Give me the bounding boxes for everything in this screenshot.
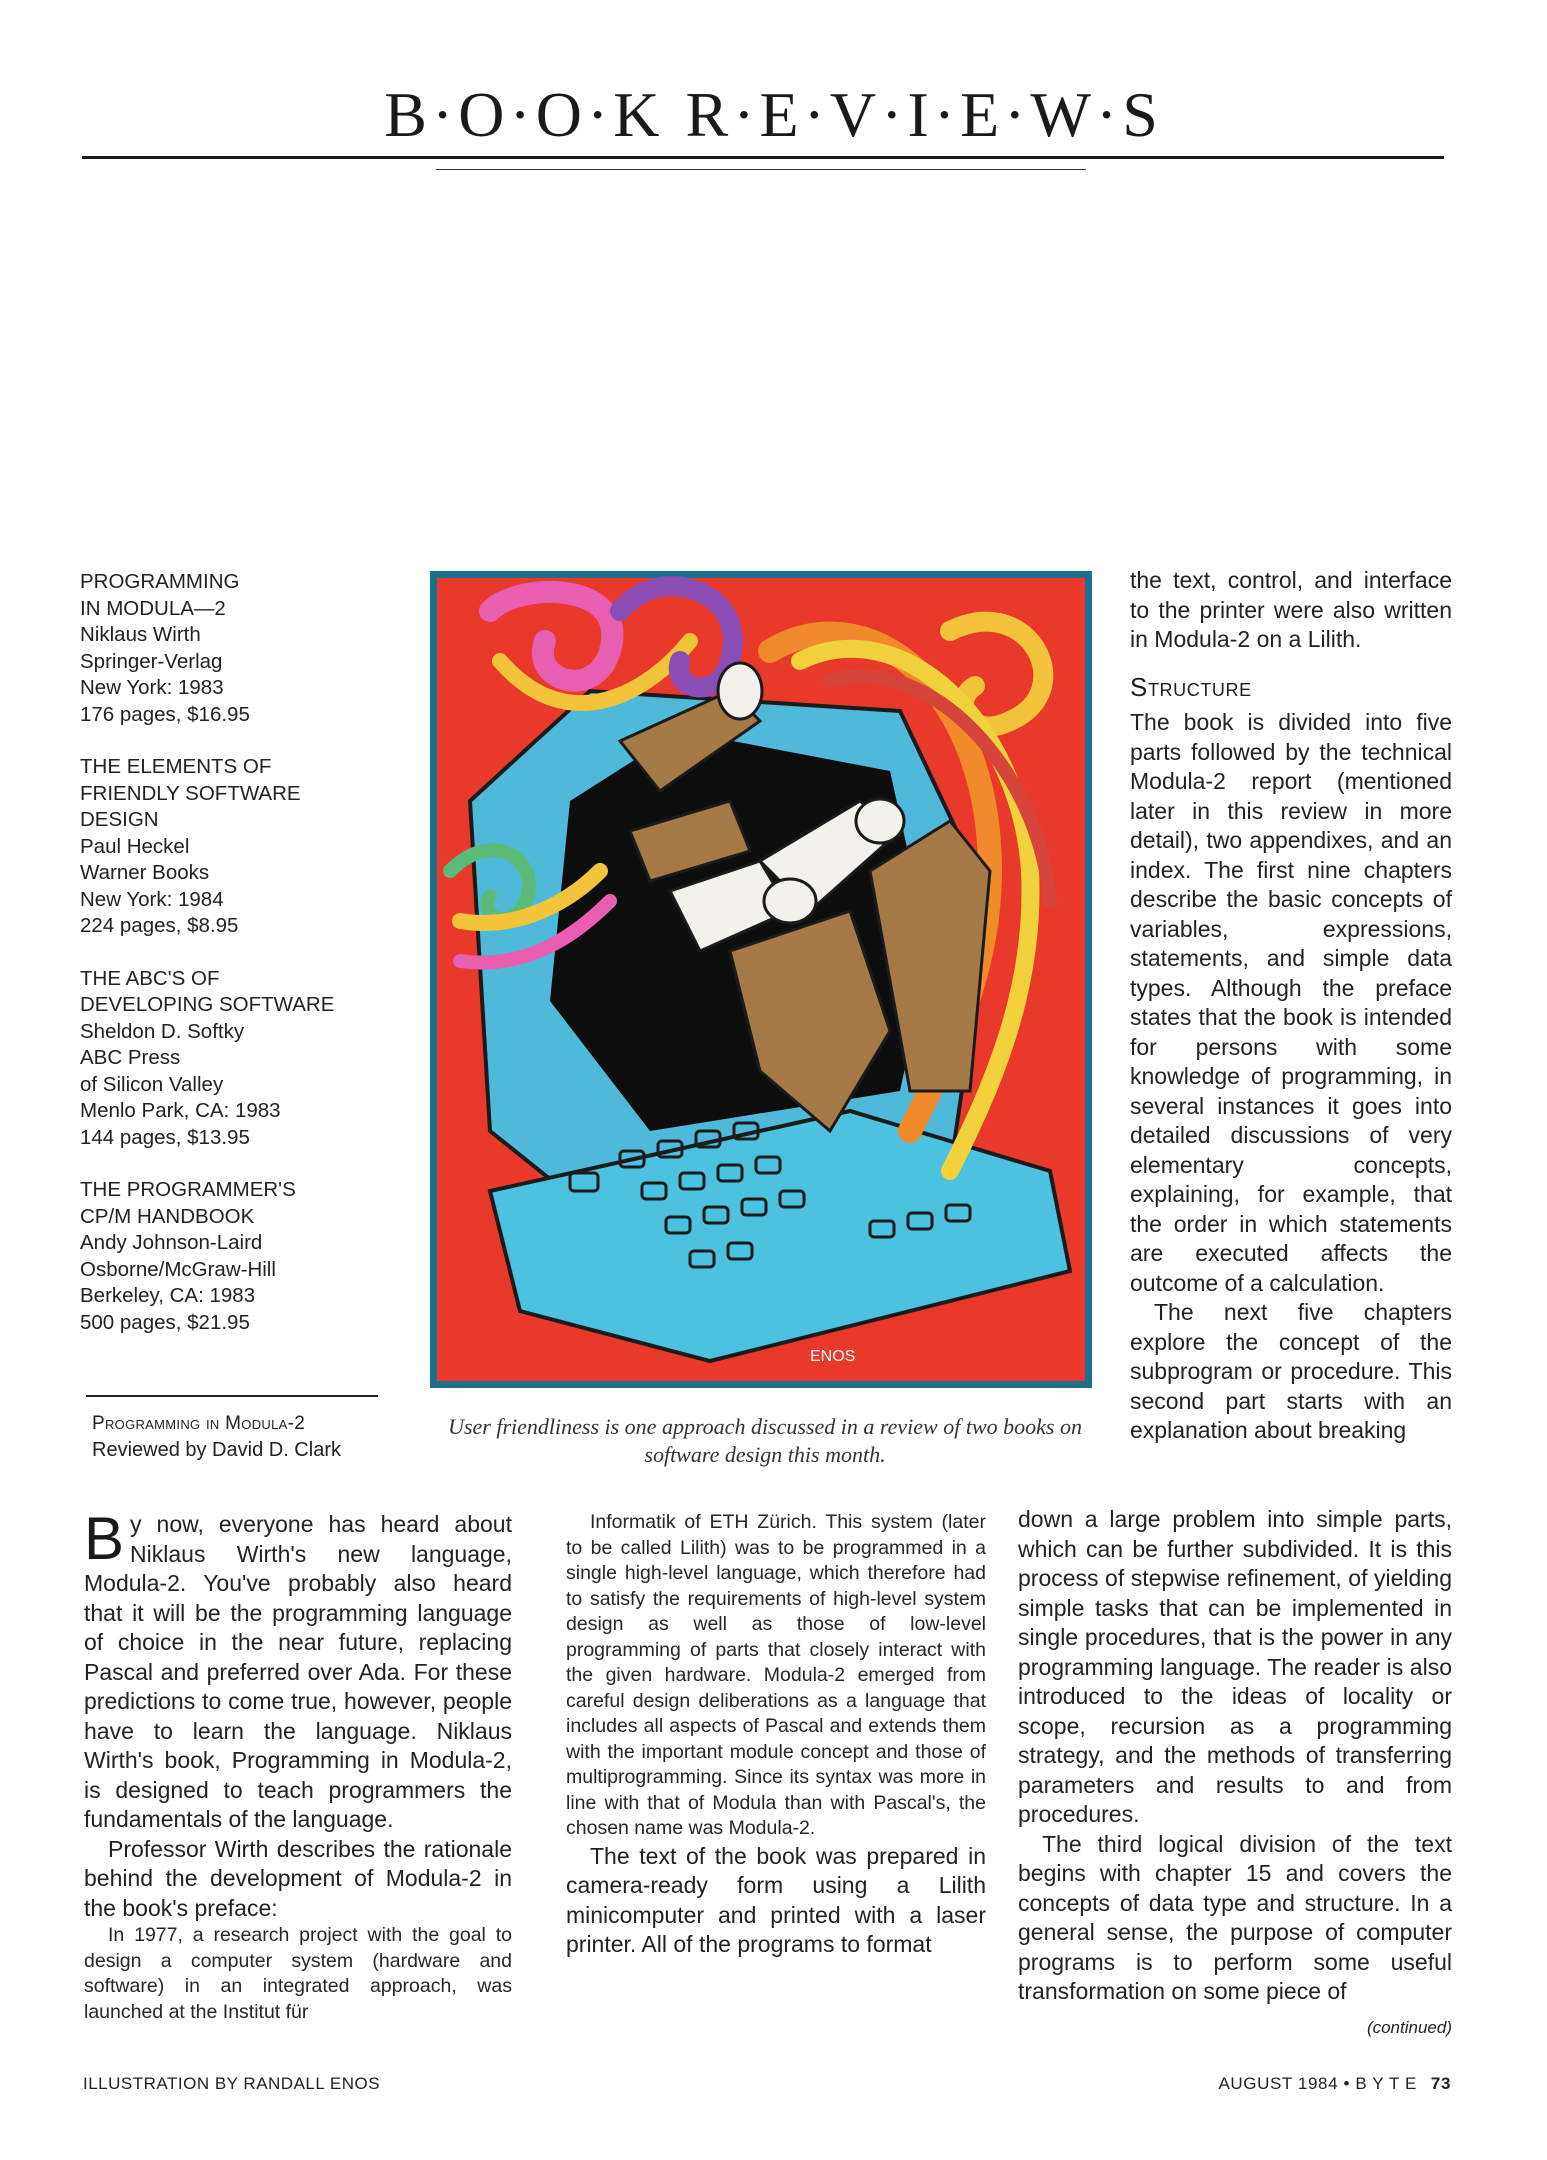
- book-entry: [80, 569, 380, 728]
- book-line: FRIENDLY SOFTWARE: [80, 781, 301, 805]
- drop-cap: B: [84, 1505, 125, 1572]
- intro-text: y now, everyone has heard about Niklaus Wirth's new language, Modula-2. You've probably also heard that it will be the programming language of choice in the near future, replacing Pascal and preferred over Ada. For these predictions to come true, however, people have to learn the language. Niklaus Wirth's book, Programming in Modula-2, is designed to teach programmers the fundamentals of the language.: [84, 1511, 512, 1832]
- book-line: DEVELOPING SOFTWARE: [80, 993, 335, 1016]
- column-3: [1018, 1505, 1452, 2042]
- paragraph: Professor Wirth describes the rationale behind the development of Modula-2 in the book's preface:: [84, 1835, 512, 1921]
- book-line: THE PROGRAMMER'S: [80, 1178, 296, 1201]
- column-right-top: [1130, 566, 1452, 1446]
- book-line: ABC Press: [80, 1046, 181, 1069]
- book-line: New York: 1983: [80, 676, 224, 699]
- section-heading: Structure: [1130, 671, 1252, 702]
- header-rule: [82, 156, 1444, 159]
- book-line: Menlo Park, CA: 1983: [80, 1099, 281, 1122]
- book-line: of Silicon Valley: [80, 1072, 224, 1096]
- illustration: [430, 571, 1092, 1388]
- paragraph: The third logical division of the text begins with chapter 15 and covers the concepts of data type and structure. In a general sense, the purpose of computer programs is to perform some useful transformation on some piece of: [1018, 1830, 1452, 2004]
- book-line: 144 pages, $13.95: [80, 1125, 250, 1149]
- book-line: DESIGN: [80, 808, 159, 831]
- book-line: Paul Heckel: [80, 834, 190, 858]
- book-list: [80, 569, 380, 1362]
- block-quote: Informatik of ETH Zürich. This system (later to be called Lilith) was to be programmed in a single high-level language, which therefore had to satisfy the requirements of high-level system design as well as those of low-level programming of parts that closely interact with the given hardware. Modula-2 emerged from careful design deliberations as a language that includes all aspects of Pascal and extends them with the important module concept and those of multiprogramming. Since its syntax was more in line with that of Modula than with Pascal's, the chosen name was Modula-2.: [566, 1511, 986, 1839]
- continued-note: (continued): [1366, 2017, 1452, 2037]
- book-line: PROGRAMMING: [80, 570, 240, 593]
- review-header: [92, 1410, 392, 1464]
- paragraph: down a large problem into simple parts, which can be further subdivided. It is this process of stepwise refinement, of yielding simple tasks that can be implemented in single procedures, that is the power in any programming language. The reader is also introduced to the ideas of locality or scope, recursion as a programming strategy, and the methods of transferring parameters and results to and from procedures.: [1018, 1506, 1452, 1827]
- book-line: New York: 1984: [80, 887, 224, 911]
- book-line: Berkeley, CA: 1983: [80, 1284, 256, 1307]
- page-number: 73: [1430, 2074, 1451, 2093]
- book-entry: [80, 966, 380, 1152]
- page-footer: [1218, 2074, 1451, 2094]
- book-line: Andy Johnson-Laird: [80, 1231, 263, 1254]
- paragraph: The text of the book was prepared in camera-ready form using a Lilith minicomputer and printed with a laser printer. All of the programs to format: [566, 1842, 986, 1957]
- paragraph: the text, control, and interface to the printer were also written in Modula-2 on a Lilith.: [1130, 567, 1452, 652]
- review-title: Programming in Modula-2: [92, 1413, 306, 1434]
- book-line: Sheldon D. Softky: [80, 1019, 245, 1043]
- issue-info: AUGUST 1984 • B Y T E: [1218, 2074, 1417, 2093]
- book-line: CP/M HANDBOOK: [80, 1204, 255, 1228]
- book-line: Warner Books: [80, 861, 210, 884]
- block-quote: In 1977, a research project with the goal to design a computer system (hardware and software) in an integrated approach, was launched at the Institut für: [84, 1924, 512, 2023]
- book-line: Springer-Verlag: [80, 649, 223, 673]
- section-title: B·O·O·K R·E·V·I·E·W·S: [384, 79, 1163, 150]
- book-line: Niklaus Wirth: [80, 623, 201, 646]
- illustration-art: [430, 571, 1092, 1388]
- column-2: [566, 1510, 986, 1960]
- book-line: 500 pages, $21.95: [80, 1310, 250, 1334]
- book-line: THE ABC'S OF: [80, 966, 220, 990]
- booklist-rule: [86, 1395, 378, 1397]
- book-entry: [80, 754, 380, 940]
- review-byline: Reviewed by David D. Clark: [92, 1439, 341, 1461]
- book-line: 176 pages, $16.95: [80, 702, 250, 726]
- header-subrule: [436, 169, 1086, 170]
- book-line: 224 pages, $8.95: [80, 914, 239, 937]
- illustration-credit: ILLUSTRATION BY RANDALL ENOS: [83, 2074, 381, 2093]
- book-line: Osborne/McGraw-Hill: [80, 1257, 276, 1281]
- figure-caption: User friendliness is one approach discussed in a review of two books on software design this month.: [448, 1414, 1082, 1467]
- book-line: THE ELEMENTS OF: [80, 755, 272, 778]
- book-entry: [80, 1177, 380, 1336]
- paragraph: The next five chapters explore the concept of the subprogram or procedure. This second part starts with an explanation about breaking: [1130, 1299, 1452, 1443]
- intro-paragraph: [84, 1505, 512, 1835]
- column-1: [84, 1505, 512, 2025]
- book-line: IN MODULA—2: [80, 596, 226, 620]
- illustrator-signature: ENOS: [810, 1348, 856, 1365]
- paragraph: The book is divided into five parts followed by the technical Modula-2 report (mentioned later in this review in more detail), two appendixes, and an index. The first nine chapters describe the basic concepts of variables, expressions, statements, and simple data types. Although the preface states that the book is intended for persons with some knowledge of programming, in several instances it goes into detailed discussions of very elementary concepts, explaining, for example, that the order in which statements are executed affects the outcome of a calculation.: [1130, 709, 1452, 1296]
